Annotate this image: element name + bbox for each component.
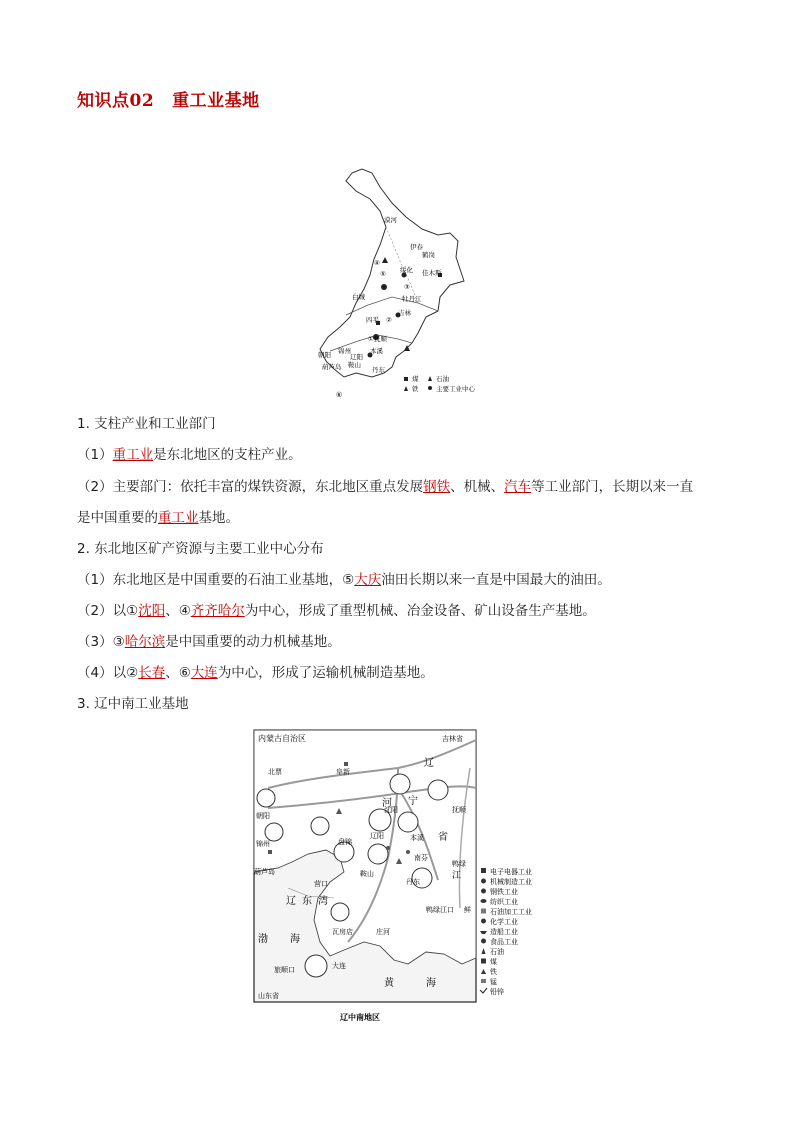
map2-place-4: 辽 — [424, 758, 434, 769]
map2-legend-5: 化学工业 — [490, 918, 518, 926]
map2-place-19: 辽 — [286, 896, 296, 907]
map2-legend-3: 纺织工业 — [490, 898, 518, 906]
map2-place-14: 辽阳 — [370, 832, 384, 840]
map2-place-12: 本溪 — [410, 834, 424, 842]
map2-legend-2: 钢铁工业 — [490, 888, 518, 896]
map1-label-4: 绥化 — [400, 266, 413, 274]
line-2-2: （2）以①沈阳、④齐齐哈尔为中心，形成了重型机械、冶金设备、矿山设备生产基地。 — [77, 603, 596, 619]
map2-place-24: 江 — [452, 871, 462, 881]
map1-label-2: 鹤岗 — [422, 251, 435, 259]
map2-place-18: 营口 — [314, 880, 328, 888]
map2-place-30: 鲜 — [464, 906, 471, 914]
map2-legend-8: 石油 — [490, 948, 504, 956]
map2-legend-9: 煤 — [490, 958, 497, 966]
map2-caption: 辽中南地区 — [340, 1013, 380, 1022]
map1-label-19: 葫芦岛 — [322, 363, 342, 371]
map2-place-5: 河 — [382, 798, 392, 809]
map1-label-10: 吉林 — [398, 309, 411, 317]
answer: 齐齐哈尔 — [190, 603, 245, 619]
map1-label-9: 白城 — [352, 293, 365, 301]
map1-label-16: 辽阳 — [350, 353, 363, 361]
map2-place-1: 吉林省 — [442, 735, 463, 743]
map1-label-14: 朝阳 — [318, 351, 331, 359]
map1-label-0: 漠河 — [384, 216, 397, 224]
map1-label-17: 本溪 — [370, 347, 383, 355]
answer: 重工业 — [112, 447, 154, 463]
section-1-title: 1. 支柱产业和工业部门 — [77, 416, 216, 432]
map2-place-16: 葫芦岛 — [254, 868, 275, 876]
northeast-map — [300, 165, 480, 402]
map2-place-7: 省 — [438, 832, 448, 843]
map2-place-29: 海 — [290, 934, 300, 945]
line-2-1: （1）东北地区是中国重要的石油工业基地，⑤大庆油田长期以来一直是中国最大的油田。 — [77, 572, 611, 588]
answer: 大连 — [190, 665, 218, 681]
map1-label-8: 牡丹江 — [402, 295, 422, 303]
map1-label-18: 鞍山 — [348, 361, 361, 369]
map2-place-22: 鸭绿 — [452, 860, 466, 868]
map2-place-6: 宁 — [408, 796, 418, 807]
map2-place-20: 东 — [302, 896, 312, 907]
answer: 钢铁 — [423, 479, 451, 495]
map1-legend-oil: 石油 — [436, 375, 449, 383]
map2-place-32: 大连 — [332, 962, 346, 970]
map1-label-21: ⑥ — [336, 391, 343, 399]
answer: 长春 — [138, 665, 166, 681]
map2-place-11: 锦州 — [256, 840, 270, 848]
map1-label-6: ⑤ — [380, 270, 386, 278]
liaozhongnan-map — [248, 728, 548, 1028]
line-1-2: （2）主要部门：依托丰富的煤铁资源，东北地区重点发展钢铁、机械、汽车等工业部门，长期以来一直 — [77, 479, 694, 495]
map2-legend-4: 石油加工工业 — [490, 908, 532, 916]
map1-legend-coal: 煤 — [412, 375, 419, 383]
map2-place-26: 庄河 — [376, 928, 390, 936]
answer: 汽车 — [504, 479, 532, 495]
map2-legend-1: 机械制造工业 — [490, 878, 532, 886]
section-3-title: 3. 辽中南工业基地 — [77, 696, 189, 712]
map1-label-1: 伊春 — [410, 243, 423, 251]
map1-legend-center: 主要工业中心 — [436, 385, 475, 393]
map2-place-25: 瓦房店 — [332, 928, 353, 936]
map1-label-3: ④ — [374, 259, 380, 267]
map2-place-33: 黄 — [384, 978, 394, 989]
heading-code: 知识点02 — [77, 91, 155, 111]
map2-place-0: 内蒙古自治区 — [258, 734, 306, 743]
map1-label-11: 四平 — [366, 316, 379, 324]
map1-label-7: ③ — [404, 283, 410, 291]
map2-place-17: 鞍山 — [360, 870, 374, 878]
map2-legend-7: 食品工业 — [490, 938, 518, 946]
map2-place-27: 鸭绿江口 — [426, 906, 454, 914]
map2-legend-6: 造船工业 — [490, 928, 518, 936]
answer: 重工业 — [158, 510, 199, 526]
map2-place-34: 海 — [426, 978, 436, 989]
answer: 大庆 — [354, 572, 382, 588]
line-2-4: （4）以②长春、⑥大连为中心，形成了运输机械制造基地。 — [77, 665, 434, 681]
line-1-2b: 是中国重要的重工业基地。 — [77, 510, 239, 526]
map2-place-35: 山东省 — [258, 992, 279, 1000]
map2-place-9: 朝阳 — [256, 812, 270, 820]
map1-label-13: ①抚顺 — [368, 335, 387, 343]
map2-place-21: 湾 — [318, 896, 328, 907]
map1-label-12: ② — [386, 316, 392, 324]
map2-legend-11: 锰 — [490, 978, 497, 986]
map2-place-3: 阜新 — [336, 768, 350, 776]
map1-legend-iron: 铁 — [412, 385, 419, 393]
map2-place-8: 抚顺 — [452, 806, 466, 814]
map2-place-31: 旅顺口 — [274, 966, 295, 974]
map2-place-2: 北票 — [268, 768, 282, 776]
map2-place-23: 丹东 — [406, 878, 420, 886]
map2-legend-0: 电子电器工业 — [490, 868, 532, 876]
map1-label-5: 佳木斯 — [422, 269, 442, 277]
page-heading — [77, 86, 260, 111]
map2-place-15: 南芬 — [414, 854, 428, 862]
map1-label-20: 丹东 — [372, 366, 385, 374]
map2-place-10: 沈阳 — [384, 806, 398, 814]
map2-place-13: 盘锦 — [338, 838, 352, 846]
section-2-title: 2. 东北地区矿产资源与主要工业中心分布 — [77, 541, 324, 557]
map2-legend-12: 铅锌 — [490, 988, 504, 996]
map2-legend-10: 铁 — [490, 968, 497, 976]
map2-place-28: 渤 — [258, 934, 268, 945]
map1-label-15: 锦州 — [338, 347, 351, 355]
answer: 沈阳 — [138, 603, 166, 619]
map2-legend — [480, 867, 532, 996]
heading-title: 重工业基地 — [172, 91, 260, 111]
line-1-1: （1）重工业是东北地区的支柱产业。 — [77, 447, 302, 463]
answer: 哈尔滨 — [124, 634, 166, 650]
line-2-3: （3）③哈尔滨是中国重要的动力机械基地。 — [77, 634, 341, 650]
